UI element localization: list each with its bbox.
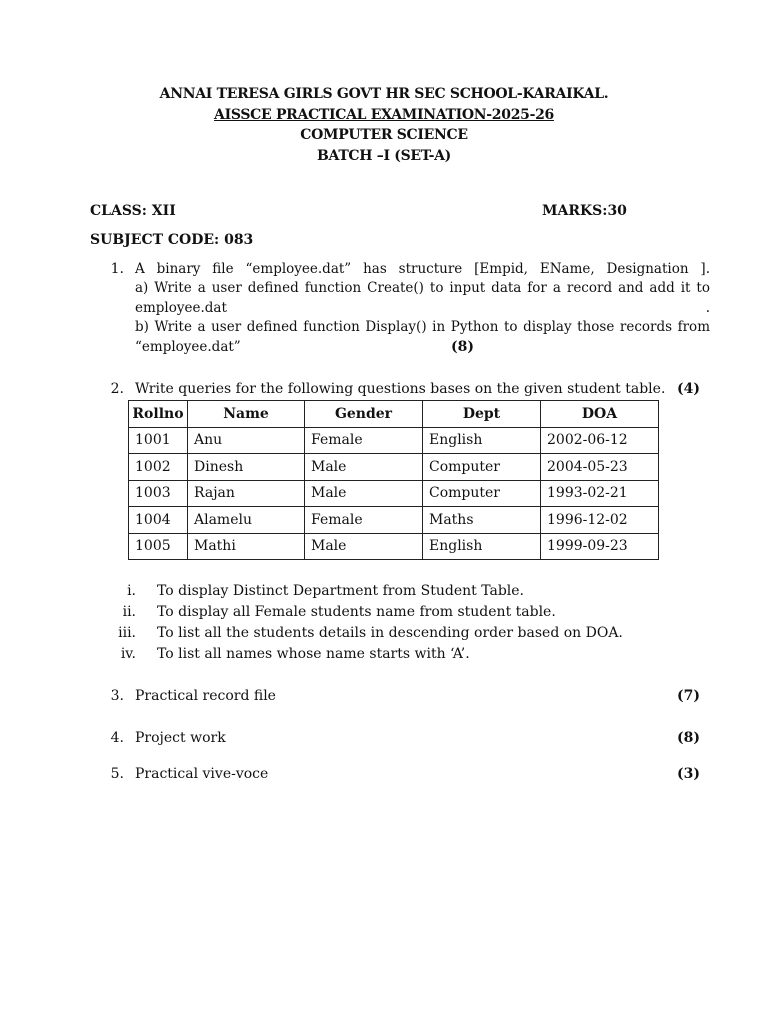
cell-dept: Computer [423, 480, 541, 507]
q1-line5: “employee.dat” [135, 339, 241, 355]
cell-doa: 2002-06-12 [541, 427, 659, 454]
batch-title: BATCH –I (SET-A) [316, 148, 452, 164]
cell-doa: 1993-02-21 [541, 480, 659, 507]
header-name: Name [188, 401, 305, 428]
q1-line3-text: employee.dat [135, 300, 227, 316]
q2-text: Write queries for the following questions bases on the given student table. [135, 381, 666, 397]
student-table [128, 400, 659, 560]
cell-name: Anu [188, 427, 305, 454]
q1-line1: A binary file “employee.dat” has structure [Empid, EName, Designation ]. [135, 261, 710, 277]
cell-doa: 1996-12-02 [541, 507, 659, 534]
q3-text: Practical record file [135, 688, 276, 704]
table-row [129, 480, 659, 507]
cell-doa: 2004-05-23 [541, 454, 659, 481]
q1-line3-dot: . [705, 300, 710, 316]
q1-line3 [135, 299, 710, 319]
cell-name: Dinesh [188, 454, 305, 481]
table-header-row [129, 401, 659, 428]
q1-number: 1. [110, 261, 124, 277]
q3-marks: (7) [677, 688, 700, 704]
q4-number: 4. [110, 730, 124, 746]
sub-iii-number: iii. [118, 625, 136, 641]
cell-dept: English [423, 427, 541, 454]
table-row [129, 454, 659, 481]
q4-text: Project work [135, 730, 226, 746]
q5-number: 5. [110, 766, 124, 782]
table-row [129, 533, 659, 560]
q1-line4: b) Write a user defined function Display() in Python to display those records from [135, 319, 710, 335]
class-label: CLASS: XII [90, 203, 176, 219]
marks-label: MARKS:30 [542, 203, 627, 219]
sub-iv-text: To list all names whose name starts with ‘A’. [157, 646, 470, 662]
sub-i-number: i. [127, 583, 136, 599]
cell-rollno: 1004 [129, 507, 188, 534]
q5-text: Practical vive-voce [135, 766, 269, 782]
table-row [129, 507, 659, 534]
q2-number: 2. [110, 381, 124, 397]
cell-gender: Male [305, 480, 423, 507]
sub-iii-text: To list all the students details in descending order based on DOA. [157, 625, 623, 641]
cell-rollno: 1001 [129, 427, 188, 454]
cell-rollno: 1005 [129, 533, 188, 560]
q5-marks: (3) [677, 766, 700, 782]
cell-rollno: 1002 [129, 454, 188, 481]
cell-gender: Female [305, 507, 423, 534]
q1-line2: a) Write a user defined function Create() to input data for a record and add it to [135, 280, 710, 296]
cell-name: Alamelu [188, 507, 305, 534]
sub-i-text: To display Distinct Department from Student Table. [157, 583, 524, 599]
q1-marks: (8) [451, 339, 474, 355]
subject-code: SUBJECT CODE: 083 [90, 232, 254, 248]
subject-title: COMPUTER SCIENCE [300, 127, 468, 143]
header-doa: DOA [541, 401, 659, 428]
sub-iv-number: iv. [120, 646, 136, 662]
q3-number: 3. [110, 688, 124, 704]
exam-title-wrap [0, 107, 768, 123]
cell-name: Rajan [188, 480, 305, 507]
header-dept: Dept [423, 401, 541, 428]
cell-dept: Maths [423, 507, 541, 534]
school-name: ANNAI TERESA GIRLS GOVT HR SEC SCHOOL-KARAIKAL. [159, 86, 609, 102]
header-gender: Gender [305, 401, 423, 428]
cell-gender: Male [305, 533, 423, 560]
q4-marks: (8) [677, 730, 700, 746]
sub-ii-text: To display all Female students name from student table. [157, 604, 556, 620]
header-rollno: Rollno [129, 401, 188, 428]
cell-gender: Male [305, 454, 423, 481]
table-row [129, 427, 659, 454]
cell-gender: Female [305, 427, 423, 454]
q2-marks: (4) [677, 381, 700, 397]
sub-ii-number: ii. [122, 604, 136, 620]
exam-title: AISSCE PRACTICAL EXAMINATION-2025-26 [214, 107, 554, 123]
cell-dept: English [423, 533, 541, 560]
cell-name: Mathi [188, 533, 305, 560]
cell-doa: 1999-09-23 [541, 533, 659, 560]
cell-dept: Computer [423, 454, 541, 481]
cell-rollno: 1003 [129, 480, 188, 507]
